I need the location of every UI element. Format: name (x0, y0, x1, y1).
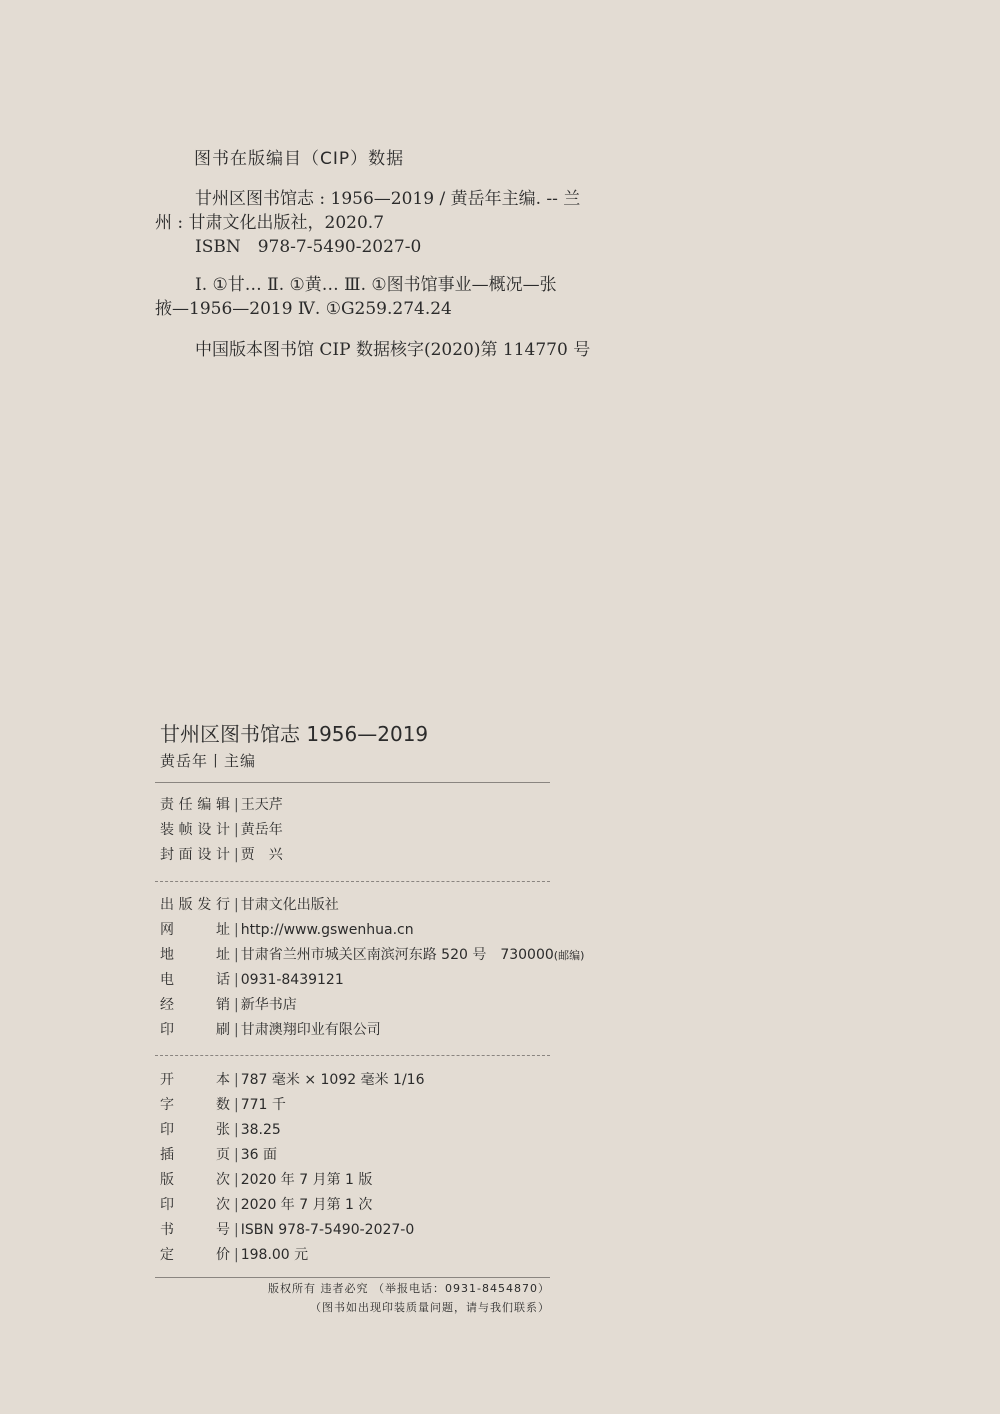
publisher-row: 印 刷 | 甘肃澳翔印业有限公司 (160, 1022, 381, 1038)
spec-value: 2020 年 7 月第 1 版 (240, 1172, 373, 1188)
publisher-label: 出 版 发 行 (160, 897, 230, 913)
cip-paragraph-2 (155, 273, 635, 321)
spec-row: 印 张 | 38.25 (160, 1122, 281, 1138)
book-editor: 黄岳年丨主编 (160, 752, 257, 770)
divider (155, 881, 550, 882)
spec-value: 771 千 (240, 1097, 286, 1113)
publisher-label: 印 刷 (160, 1022, 230, 1038)
spec-label: 印 张 (160, 1122, 230, 1138)
spec-value: 36 面 (240, 1147, 277, 1163)
spec-row: 版 次 | 2020 年 7 月第 1 版 (160, 1172, 373, 1188)
spec-row: 印 次 | 2020 年 7 月第 1 次 (160, 1197, 373, 1213)
spec-value: ISBN 978-7-5490-2027-0 (240, 1222, 415, 1238)
staff-value: 黄岳年 (240, 822, 283, 838)
publisher-row: 网 址 | http://www.gswenhua.cn (160, 922, 414, 938)
publisher-value: 甘肃文化出版社 (240, 897, 339, 913)
spec-label: 定 价 (160, 1247, 230, 1263)
cip-line: 甘州区图书馆志 : 1956—2019 / 黄岳年主编. -- 兰 (195, 189, 581, 209)
publisher-row: 地 址 | 甘肃省兰州市城关区南滨河东路 520 号 730000(邮编) (160, 947, 585, 963)
staff-row: 封 面 设 计 | 贾 兴 (160, 847, 283, 863)
spec-row: 插 页 | 36 面 (160, 1147, 277, 1163)
cip-line: Ⅰ. ①甘… Ⅱ. ①黄… Ⅲ. ①图书馆事业—概况—张 (195, 275, 557, 295)
publisher-value: 甘肃澳翔印业有限公司 (240, 1022, 381, 1038)
publisher-label: 经 销 (160, 997, 230, 1013)
spec-value: 38.25 (240, 1122, 281, 1138)
divider (155, 1277, 550, 1278)
spec-label: 印 次 (160, 1197, 230, 1213)
cip-line: 州 : 甘肃文化出版社，2020.7 (155, 213, 385, 233)
spec-value: 198.00 元 (240, 1247, 309, 1263)
publisher-label: 地 址 (160, 947, 230, 963)
spec-value: 787 毫米 × 1092 毫米 1/16 (240, 1072, 425, 1088)
book-years: 1956—2019 (306, 722, 429, 746)
divider (155, 1055, 550, 1056)
divider (155, 782, 550, 783)
publisher-value: 0931-8439121 (240, 972, 344, 988)
staff-value: 贾 兴 (240, 847, 283, 863)
spec-row: 字 数 | 771 千 (160, 1097, 286, 1113)
publisher-row: 电 话 | 0931-8439121 (160, 972, 344, 988)
cip-line: 中国版本图书馆 CIP 数据核字(2020)第 114770 号 (195, 340, 591, 360)
spec-label: 插 页 (160, 1147, 230, 1163)
spec-row: 定 价 | 198.00 元 (160, 1247, 309, 1263)
book-title-text: 甘州区图书馆志 (160, 722, 300, 746)
postcode-note: (邮编) (553, 949, 585, 962)
staff-row: 装 帧 设 计 | 黄岳年 (160, 822, 283, 838)
staff-label: 封 面 设 计 (160, 847, 230, 863)
spec-label: 开 本 (160, 1072, 230, 1088)
staff-label: 责 任 编 辑 (160, 797, 230, 813)
spec-row: 书 号 | ISBN 978-7-5490-2027-0 (160, 1222, 415, 1238)
cip-paragraph-3 (155, 338, 635, 362)
staff-row: 责 任 编 辑 | 王天芹 (160, 797, 283, 813)
staff-label: 装 帧 设 计 (160, 822, 230, 838)
cip-line: 掖—1956—2019 Ⅳ. ①G259.274.24 (155, 299, 452, 319)
spec-label: 字 数 (160, 1097, 230, 1113)
publisher-label: 电 话 (160, 972, 230, 988)
publisher-value: http://www.gswenhua.cn (240, 922, 414, 938)
copyright-notice: 版权所有 违者必究 （举报电话：0931-8454870） (268, 1282, 550, 1295)
cip-title: 图书在版编目（CIP）数据 (194, 149, 405, 169)
spec-row: 开 本 | 787 毫米 × 1092 毫米 1/16 (160, 1072, 425, 1088)
publisher-row: 出 版 发 行 | 甘肃文化出版社 (160, 897, 339, 913)
staff-value: 王天芹 (240, 797, 283, 813)
spec-label: 版 次 (160, 1172, 230, 1188)
book-title (160, 718, 428, 747)
cip-paragraph-1 (155, 187, 635, 259)
publisher-row: 经 销 | 新华书店 (160, 997, 297, 1013)
publisher-value: 甘肃省兰州市城关区南滨河东路 520 号 730000 (240, 947, 554, 963)
cip-line: ISBN 978-7-5490-2027-0 (195, 237, 422, 257)
publisher-label: 网 址 (160, 922, 230, 938)
publisher-value: 新华书店 (240, 997, 297, 1013)
spec-value: 2020 年 7 月第 1 次 (240, 1197, 373, 1213)
spec-label: 书 号 (160, 1222, 230, 1238)
quality-notice: （图书如出现印装质量问题，请与我们联系） (310, 1301, 550, 1314)
